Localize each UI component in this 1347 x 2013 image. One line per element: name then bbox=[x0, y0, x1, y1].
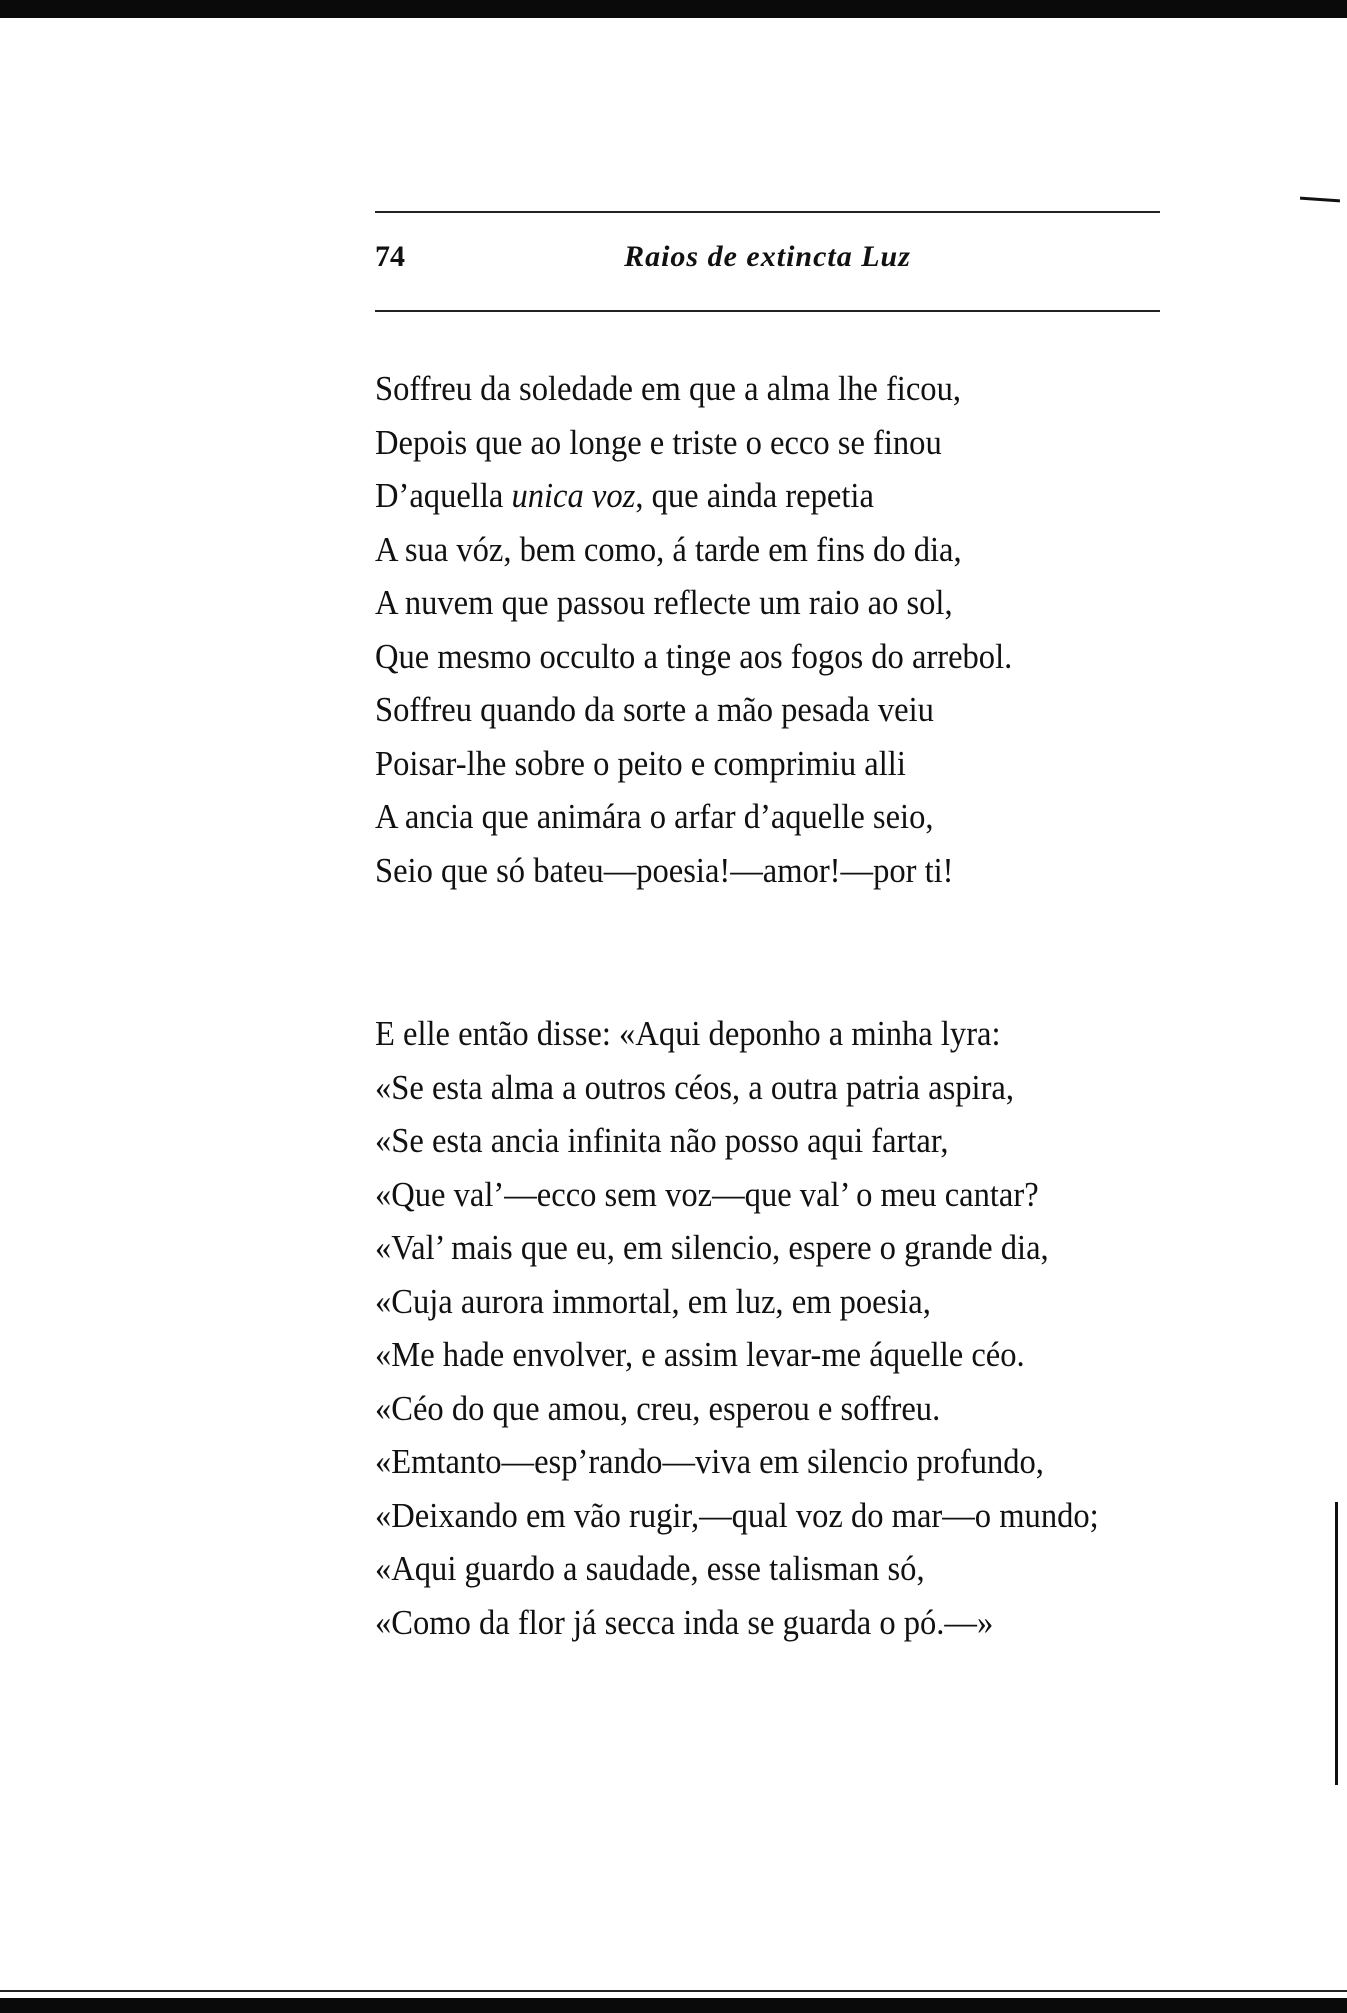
verse-line: Que mesmo occulto a tinge aos fogos do arrebol. bbox=[375, 636, 1013, 676]
italic-phrase: unica voz bbox=[511, 476, 636, 515]
verse-line bbox=[375, 469, 1012, 523]
verse-line: Soffreu quando da sorte a mão pesada veiu bbox=[375, 690, 934, 729]
verse-line: «Se esta alma a outros céos, a outra patria aspira, bbox=[375, 1067, 1015, 1107]
verse-line: «Cuja aurora immortal, em luz, em poesia, bbox=[375, 1281, 931, 1321]
running-header bbox=[375, 240, 1160, 280]
scan-border-bottom bbox=[0, 1998, 1347, 2013]
verse-line: «Deixando em vão rugir,—qual voz do mar—o mundo; bbox=[375, 1495, 1099, 1535]
verse-line: A ancia que animára o arfar d’aquelle seio, bbox=[375, 797, 934, 836]
verse-line: Depois que ao longe e triste o ecco se finou bbox=[375, 422, 942, 462]
verse-line: «Se esta ancia infinita não posso aqui fartar, bbox=[375, 1121, 949, 1160]
scan-edge-line bbox=[1335, 1502, 1338, 1785]
scan-border-bottom-line bbox=[0, 1990, 1347, 1992]
header-rule-top bbox=[375, 211, 1160, 213]
verse-line: «Me hade envolver, e assim levar-me áquelle céo. bbox=[375, 1335, 1025, 1374]
scan-mark bbox=[1300, 197, 1340, 203]
verse-fragment: D’aquella bbox=[375, 476, 512, 515]
verse-line: Soffreu da soledade em que a alma lhe ficou, bbox=[375, 369, 961, 408]
verse-line: «Que val’—ecco sem voz—que val’ o meu cantar? bbox=[375, 1174, 1039, 1214]
verse-line: «Céo do que amou, creu, esperou e soffreu. bbox=[375, 1388, 941, 1428]
verse-line: Poisar-lhe sobre o peito e comprimiu alli bbox=[375, 743, 906, 783]
verse-line: A sua vóz, bem como, á tarde em fins do dia, bbox=[375, 529, 962, 569]
page-number: 74 bbox=[375, 240, 405, 273]
stanza-1 bbox=[375, 362, 1060, 897]
scan-border-top bbox=[0, 0, 1347, 18]
verse-line: Seio que só bateu—poesia!—amor!—por ti! bbox=[375, 850, 954, 890]
verse-line: A nuvem que passou reflecte um raio ao sol, bbox=[375, 583, 953, 622]
stanza-2 bbox=[375, 1007, 1153, 1649]
verse-line: «Val’ mais que eu, em silencio, espere o grande dia, bbox=[375, 1228, 1049, 1267]
verse-line: E elle então disse: «Aqui deponho a minha lyra: bbox=[375, 1014, 1001, 1053]
verse-line: «Aqui guardo a saudade, esse talisman só, bbox=[375, 1549, 925, 1588]
verse-line: «Emtanto—esp’rando—viva em silencio profundo, bbox=[375, 1442, 1044, 1481]
header-rule-bottom bbox=[375, 310, 1160, 312]
running-title: Raios de extincta Luz bbox=[624, 240, 911, 273]
verse-fragment: , que ainda repetia bbox=[635, 476, 874, 515]
verse-line: «Como da flor já secca inda se guarda o pó.—» bbox=[375, 1602, 994, 1642]
